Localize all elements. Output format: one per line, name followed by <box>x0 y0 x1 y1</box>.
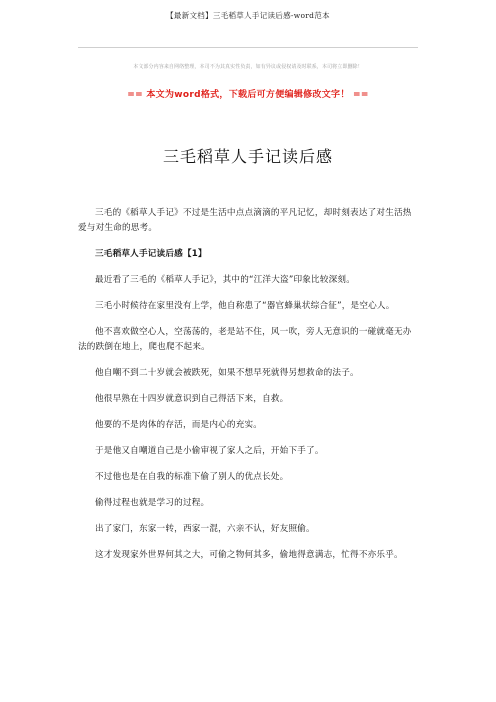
section-heading: 三毛稻草人手记读后感【1】 <box>95 249 207 259</box>
document-body <box>78 206 418 574</box>
paragraph: 他自嘲不到二十岁就会被跌死，如果不想早死就得另想救命的法子。 <box>95 368 359 378</box>
paragraph: 这才发现家外世界何其之大，可偷之物何其多，偷地得意满志，忙得不亦乐乎。 <box>95 550 403 560</box>
paragraph: 他要的不是肉体的存活，而是内心的充实。 <box>95 420 263 430</box>
paragraph: 他不喜欢做空心人，空荡荡的，老是站不住，风一吹，旁人无意识的一碰就毫无办法的跌倒在地上，爬也爬不起来。 <box>78 327 412 352</box>
document-title: 三毛稻草人手记读后感 <box>162 147 333 166</box>
header-divider <box>78 47 418 48</box>
paragraph: 偷得过程也就是学习的过程。 <box>95 498 210 508</box>
paragraph: 最近看了三毛的《稻草人手记》，其中的“江洋大盗”印象比较深刻。 <box>95 275 356 285</box>
paragraph: 出了家门，东家一转，西家一混，六亲不认，好友照偷。 <box>95 524 315 534</box>
disclaimer-text: 本文部分内容来自网络整理，本司不为其真实性负责，如有异议或侵权请及时联系，本司将立即删除！ <box>133 64 363 70</box>
paragraph: 三毛的《稻草人手记》不过是生活中点点滴滴的平凡记忆，却时刻表达了对生活热爱与对生命的思考。 <box>78 208 412 233</box>
word-format-notice: == 本文为word格式，下载后可方便编辑修改文字！ == <box>127 90 369 100</box>
paragraph: 三毛小时候待在家里没有上学，他自称患了“器官蜂巢状综合征”，是空心人。 <box>95 301 395 311</box>
page-header-title: 【最新文档】三毛稻草人手记读后感-word范本 <box>166 11 330 20</box>
paragraph: 他很早熟在十四岁就意识到自己得活下来，自救。 <box>95 394 289 404</box>
paragraph: 不过他也是在自我的标准下偷了别人的优点长处。 <box>95 472 289 482</box>
paragraph: 于是他又自嘲道自己是小偷审视了家人之后，开始下手了。 <box>95 446 324 456</box>
